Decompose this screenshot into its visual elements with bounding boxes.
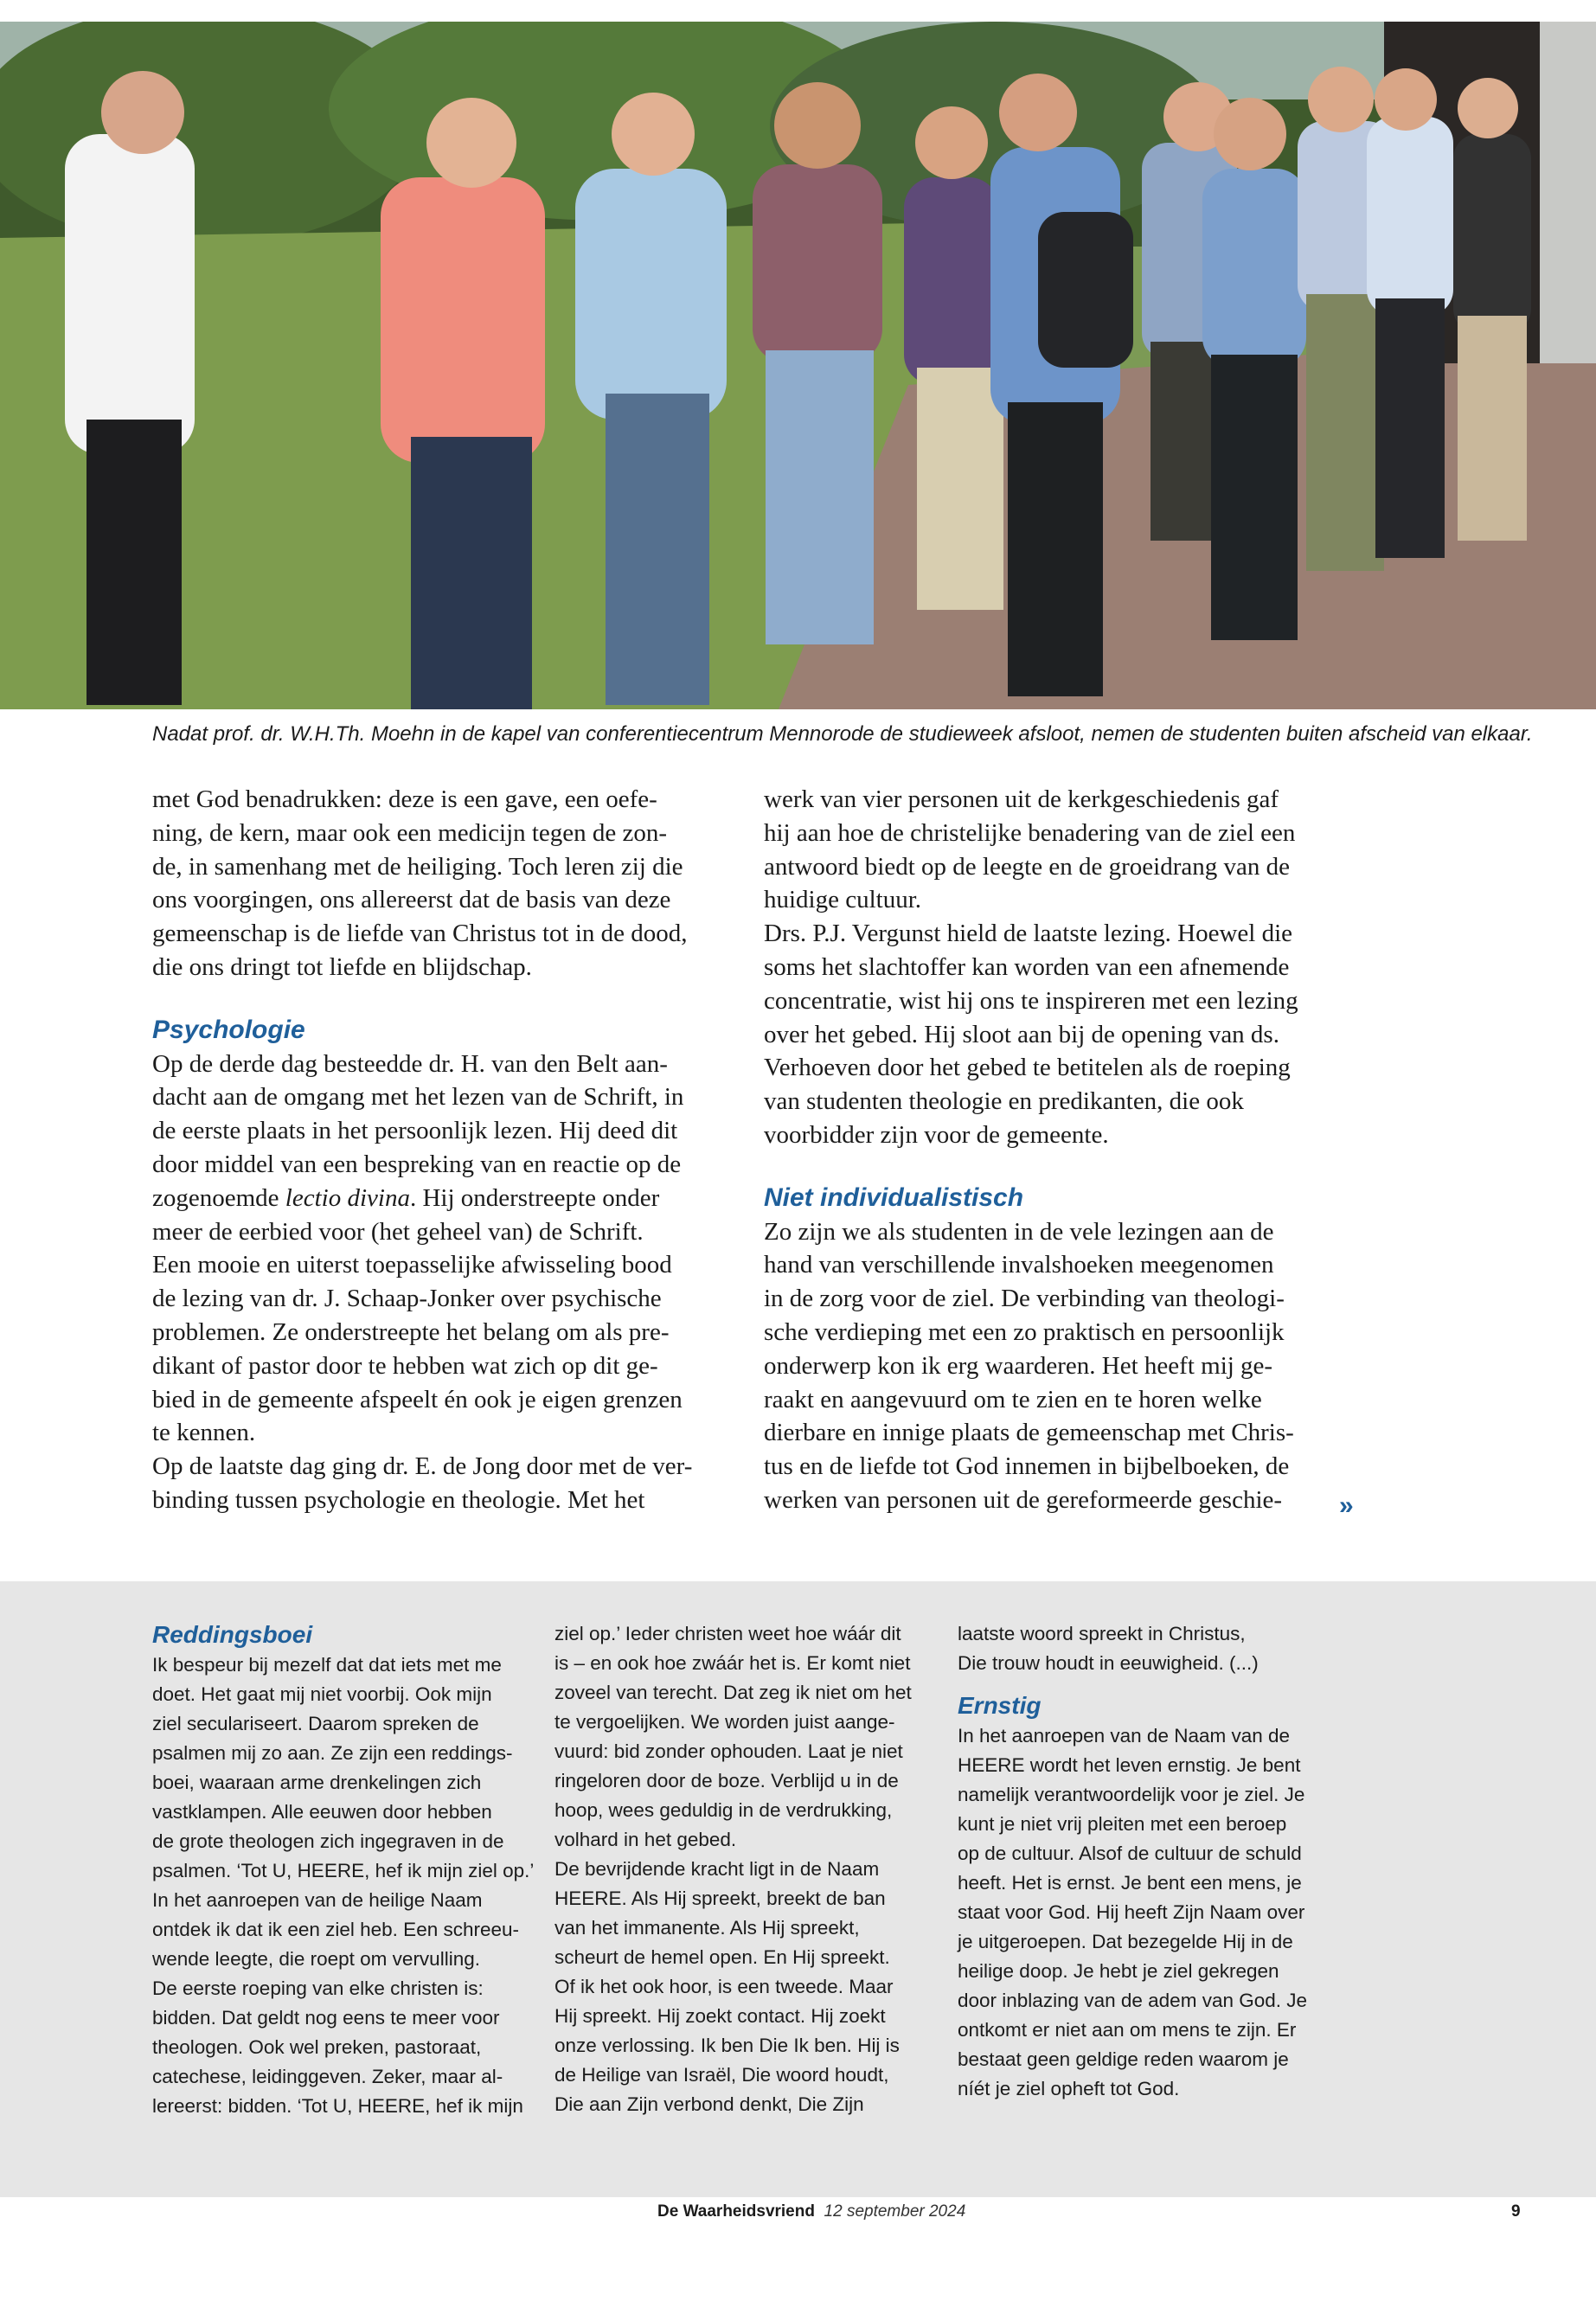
box-column-3 xyxy=(958,1619,1338,2104)
text-line: HEERE wordt het leven ernstig. Je bent xyxy=(958,1754,1301,1776)
text-line: huidige cultuur. xyxy=(764,886,922,914)
publication-date: 12 september 2024 xyxy=(824,2202,966,2221)
text-line: de lezing van dr. J. Schaap-Jonker over psychische xyxy=(152,1285,662,1313)
text-line: doet. Het gaat mij niet voorbij. Ook mijn xyxy=(152,1683,492,1705)
text-line: raakt en aangevuurd om te zien en te horen welke xyxy=(764,1385,1262,1413)
text-line: psalmen. ‘Tot U, HEERE, hef ik mijn ziel op.’ xyxy=(152,1860,535,1881)
text-line: wende leegte, die roept om vervulling. xyxy=(152,1948,480,1970)
publication-name: De Waarheidsvriend xyxy=(657,2202,815,2221)
paragraph-lectures xyxy=(764,783,1335,1152)
text-line: De bevrijdende kracht ligt in de Naam xyxy=(554,1858,880,1880)
text-line: soms het slachtoffer kan worden van een afnemende xyxy=(764,952,1290,981)
photo-caption: Nadat prof. dr. W.H.Th. Moehn in de kapel van conferentiecentrum Mennorode de studieweek afsloot, nemen de studenten buiten afscheid van elkaar. xyxy=(152,722,1533,746)
text-line: op de cultuur. Alsof de cultuur de schuld xyxy=(958,1843,1302,1864)
text-line: concentratie, wist hij ons te inspireren met een lezing xyxy=(764,986,1298,1015)
text-segment: zogenoemde xyxy=(152,1183,285,1212)
text-line: hoop, wees geduldig in de verdrukking, xyxy=(554,1799,893,1821)
text-line: is – en ook hoe zwáár het is. Er komt niet xyxy=(554,1652,911,1674)
subheading-psychologie: Psychologie xyxy=(152,1015,305,1044)
subheading-reddingsboei: Reddingsboei xyxy=(152,1621,313,1648)
text-line: die ons dringt tot liefde en blijdschap. xyxy=(152,952,532,981)
text-line: je uitgeroepen. Dat bezegelde Hij in de xyxy=(958,1931,1293,1952)
text-line: voorbidder zijn voor de gemeente. xyxy=(764,1120,1109,1149)
text-line: Hij spreekt. Hij zoekt contact. Hij zoekt xyxy=(554,2005,886,2027)
text-line: te vergoelijken. We worden juist aange- xyxy=(554,1711,895,1733)
text-line: hand van verschillende invalshoeken meegenomen xyxy=(764,1251,1274,1279)
text-line: heilige doop. Je hebt je ziel gekregen xyxy=(958,1960,1279,1982)
text-line: door inblazing van de adem van God. Je xyxy=(958,1990,1308,2011)
text-line: dierbare en innige plaats de gemeenschap met Chris- xyxy=(764,1419,1294,1447)
text-line: catechese, leidinggeven. Zeker, maar al- xyxy=(152,2066,503,2087)
group-photo-icon xyxy=(0,22,1596,709)
text-line: bestaat geen geldige reden waarom je xyxy=(958,2048,1289,2070)
text-line: gemeenschap is de liefde van Christus tot in de dood, xyxy=(152,920,688,948)
text-line: onze verlossing. Ik ben Die Ik ben. Hij is xyxy=(554,2035,900,2056)
text-line: van studenten theologie en predikanten, die ook xyxy=(764,1087,1244,1116)
text-line: ringeloren door de boze. Verblijd u in de xyxy=(554,1770,899,1791)
paragraph-psychologie xyxy=(152,1048,723,1517)
page-number: 9 xyxy=(1511,2202,1521,2221)
publication-line xyxy=(657,2202,965,2221)
text-line: volhard in het gebed. xyxy=(554,1829,737,1850)
text-segment: . Hij onderstreepte onder xyxy=(409,1183,660,1212)
article-column-1 xyxy=(152,783,723,1517)
text-line: onderwerp kon ik erg waarderen. Het heeft mij ge- xyxy=(764,1351,1273,1380)
text-line: zoveel van terecht. Dat zeg ik niet om het xyxy=(554,1682,912,1703)
text-line: sche verdieping met een zo praktisch en persoonlijk xyxy=(764,1317,1285,1346)
paragraph-intro xyxy=(152,783,723,984)
text-line: Die aan Zijn verbond denkt, Die Zijn xyxy=(554,2093,864,2115)
text-line: over het gebed. Hij sloot aan bij de opening van ds. xyxy=(764,1020,1279,1048)
subheading-ernstig: Ernstig xyxy=(958,1692,1042,1719)
text-line: dikant of pastor door te hebben wat zich op dit ge- xyxy=(152,1351,658,1380)
subheading-niet-individualistisch: Niet individualistisch xyxy=(764,1183,1024,1212)
text-line: tus en de liefde tot God innemen in bijbelboeken, de xyxy=(764,1452,1290,1481)
text-line: ziel op.’ Ieder christen weet hoe wáár dit xyxy=(554,1623,901,1644)
continue-arrow-icon: » xyxy=(1339,1491,1354,1520)
text-line: In het aanroepen van de Naam van de xyxy=(958,1725,1291,1747)
text-line: vastklampen. Alle eeuwen door hebben xyxy=(152,1801,492,1823)
text-line: ontdek ik dat ik een ziel heb. Een schreeu- xyxy=(152,1919,520,1940)
text-line: werken van personen uit de gereformeerde geschie- xyxy=(764,1485,1283,1514)
text-line: de, in samenhang met de heiliging. Toch leren zij die xyxy=(152,852,683,881)
text-line: bidden. Dat geldt nog eens te meer voor xyxy=(152,2007,500,2029)
text-line: Zo zijn we als studenten in de vele lezingen aan de xyxy=(764,1217,1274,1246)
text-line: heeft. Het is ernst. Je bent een mens, je xyxy=(958,1872,1302,1894)
text-line: Die trouw houdt in eeuwigheid. (...) xyxy=(958,1652,1259,1674)
text-line: ons voorgingen, ons allereerst dat de basis van deze xyxy=(152,886,671,914)
text-line: van het immanente. Als Hij spreekt, xyxy=(554,1917,860,1939)
text-line: Verhoeven door het gebed te betitelen als de roeping xyxy=(764,1054,1291,1082)
text-line: ziel seculariseert. Daarom spreken de xyxy=(152,1713,479,1734)
text-line: met God benadrukken: deze is een gave, een oefe- xyxy=(152,785,657,813)
page-footer xyxy=(0,2195,1596,2230)
text-line: Op de laatste dag ging dr. E. de Jong door met de ver- xyxy=(152,1452,693,1481)
text-line-with-italic xyxy=(152,1182,723,1215)
text-line: ontkomt er niet aan om mens te zijn. Er xyxy=(958,2019,1297,2041)
text-line: de eerste plaats in het persoonlijk lezen. Hij deed dit xyxy=(152,1117,678,1145)
text-line: laatste woord spreekt in Christus, xyxy=(958,1623,1246,1644)
text-line: door middel van een bespreking van en reactie op de xyxy=(152,1150,682,1178)
text-line: lereerst: bidden. ‘Tot U, HEERE, hef ik mijn xyxy=(152,2095,523,2117)
text-line: Een mooie en uiterst toepasselijke afwisseling bood xyxy=(152,1251,672,1279)
text-line: te kennen. xyxy=(152,1419,256,1447)
text-line: HEERE. Als Hij spreekt, breekt de ban xyxy=(554,1888,886,1909)
text-line: theologen. Ook wel preken, pastoraat, xyxy=(152,2036,482,2058)
text-line: scheurt de hemel open. En Hij spreekt. xyxy=(554,1946,890,1968)
text-line: níét je ziel opheft tot God. xyxy=(958,2078,1180,2099)
text-line: kunt je niet vrij pleiten met een beroep xyxy=(958,1813,1287,1835)
text-line: antwoord biedt op de leegte en de groeidrang van de xyxy=(764,852,1290,881)
text-line: meer de eerbied voor (het geheel van) de Schrift. xyxy=(152,1217,644,1246)
text-line: ning, de kern, maar ook een medicijn tegen de zon- xyxy=(152,818,668,847)
box-column-2 xyxy=(554,1619,935,2119)
italic-term: lectio divina xyxy=(285,1183,410,1212)
text-line: de Heilige van Israël, Die woord houdt, xyxy=(554,2064,889,2086)
text-line: Of ik het ook hoor, is een tweede. Maar xyxy=(554,1976,894,1997)
text-line: boei, waaraan arme drenkelingen zich xyxy=(152,1772,482,1793)
text-line: dacht aan de omgang met het lezen van de Schrift, in xyxy=(152,1083,684,1112)
text-line: vuurd: bid zonder ophouden. Laat je niet xyxy=(554,1740,903,1762)
text-line: Ik bespeur bij mezelf dat dat iets met me xyxy=(152,1654,502,1676)
text-line: problemen. Ze onderstreepte het belang om als pre- xyxy=(152,1317,670,1346)
text-line: in de zorg voor de ziel. De verbinding van theologi- xyxy=(764,1285,1285,1313)
text-line: De eerste roeping van elke christen is: xyxy=(152,1977,484,1999)
text-line: de grote theologen zich ingegraven in de xyxy=(152,1830,504,1852)
text-line: hij aan hoe de christelijke benadering van de ziel een xyxy=(764,818,1296,847)
text-line: staat voor God. Hij heeft Zijn Naam over xyxy=(958,1901,1305,1923)
text-line: namelijk verantwoordelijk voor je ziel. Je xyxy=(958,1784,1305,1805)
article-photo xyxy=(0,22,1596,709)
text-line: binding tussen psychologie en theologie. Met het xyxy=(152,1485,645,1514)
text-line: werk van vier personen uit de kerkgeschiedenis gaf xyxy=(764,785,1279,813)
text-line: Drs. P.J. Vergunst hield de laatste lezing. Hoewel die xyxy=(764,920,1293,948)
text-line: Op de derde dag besteedde dr. H. van den Belt aan- xyxy=(152,1049,668,1078)
text-line: In het aanroepen van de heilige Naam xyxy=(152,1889,483,1911)
text-line: psalmen mij zo aan. Ze zijn een reddings- xyxy=(152,1742,513,1764)
box-column-1 xyxy=(152,1619,533,2121)
article-column-2 xyxy=(764,783,1335,1517)
paragraph-niet-individualistisch xyxy=(764,1215,1335,1517)
text-line: bied in de gemeente afspeelt én ook je eigen grenzen xyxy=(152,1385,683,1413)
